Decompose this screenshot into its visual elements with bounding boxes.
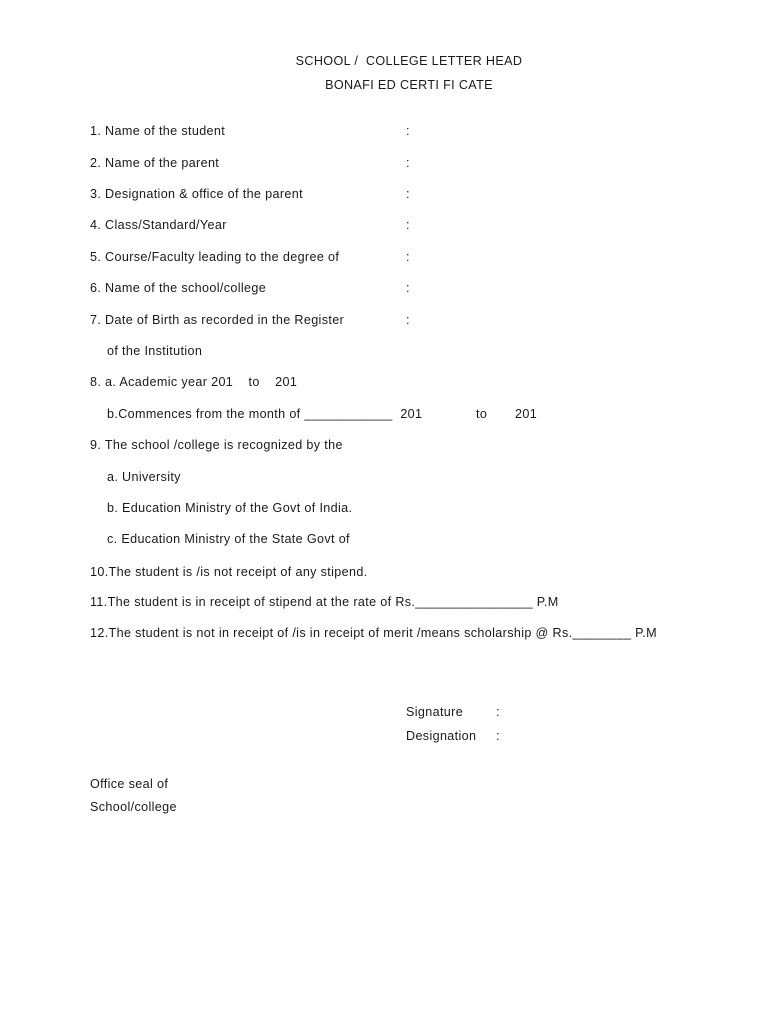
seal-line-2: School/college [90,800,177,814]
scholarship-statement: 12.The student is not in receipt of /is in receipt of merit /means scholarship @ Rs.________ P.M [90,626,657,640]
commencement-to: to [476,407,488,421]
recognition-item: c. Education Ministry of the State Govt of [107,532,350,546]
field-colon: : [406,156,410,170]
stipend-rate-statement: 11.The student is in receipt of stipend at the rate of Rs.________________ P.M [90,595,559,609]
field-label-parent-designation: 3. Designation & office of the parent [90,187,303,201]
designation-colon: : [496,729,500,743]
commencement-line: b.Commences from the month of ____________ 201 [107,407,423,421]
field-colon: : [406,124,410,138]
certificate-title: BONAFI ED CERTI FI CATE [325,78,493,92]
designation-label: Designation [406,729,477,743]
field-label-class: 4. Class/Standard/Year [90,218,227,232]
letterhead-heading: SCHOOL / COLLEGE LETTER HEAD [295,54,523,68]
stipend-statement: 10.The student is /is not receipt of any stipend. [90,565,368,579]
signature-label: Signature [406,705,464,719]
field-label-date-of-birth: 7. Date of Birth as recorded in the Register [90,313,345,327]
field-label-course: 5. Course/Faculty leading to the degree of [90,250,340,264]
field-colon: : [406,281,410,295]
signature-colon: : [496,705,500,719]
field-colon: : [406,313,410,327]
field-colon: : [406,187,410,201]
field-colon: : [406,250,410,264]
field-colon: : [406,218,410,232]
commencement-year: 201 [515,407,538,421]
field-label-student-name: 1. Name of the student [90,124,226,138]
recognition-item: a. University [107,470,181,484]
field-label-school-name: 6. Name of the school/college [90,281,267,295]
recognition-item: b. Education Ministry of the Govt of India. [107,501,353,515]
dob-continuation: of the Institution [107,344,203,358]
seal-line-1: Office seal of [90,777,169,791]
field-label-parent-name: 2. Name of the parent [90,156,220,170]
recognition-heading: 9. The school /college is recognized by the [90,438,343,452]
academic-year-line: 8. a. Academic year 201 to 201 [90,375,298,389]
